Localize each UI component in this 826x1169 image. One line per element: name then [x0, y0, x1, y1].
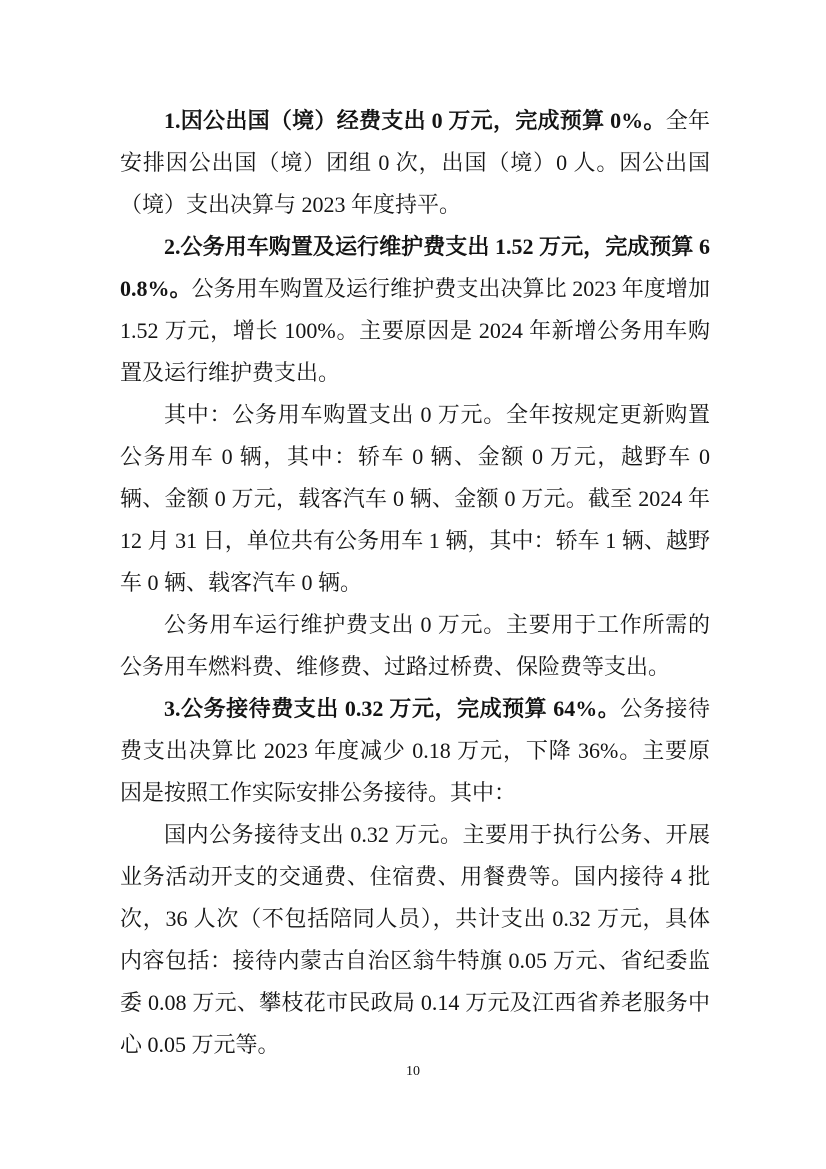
paragraph-bold-lead: 3.公务接待费支出 0.32 万元，完成预算 64%。	[164, 696, 621, 721]
paragraph-text: 全年安排因公出国（境）团组 0 次，出国（境）0 人。因公出国（境）支出决算与 2023 年度持平。	[120, 108, 710, 217]
paragraph-bold-lead: 1.因公出国（境）经费支出 0 万元，完成预算 0%。	[164, 108, 666, 133]
paragraph-domestic-reception-detail	[120, 814, 710, 1066]
paragraph-vehicle-purchase-detail	[120, 394, 710, 604]
document-body	[120, 100, 710, 1066]
paragraph-text: 公务用车运行维护费支出 0 万元。主要用于工作所需的公务用车燃料费、维修费、过路过桥费、保险费等支出。	[120, 612, 710, 679]
paragraph-reception-expense	[120, 688, 710, 814]
paragraph-text: 公务用车购置及运行维护费支出决算比 2023 年度增加 1.52 万元，增长 100%。主要原因是 2024 年新增公务用车购置及运行维护费支出。	[120, 276, 710, 385]
paragraph-vehicle-expense	[120, 226, 710, 394]
paragraph-vehicle-maintenance-detail	[120, 604, 710, 688]
page-number: 10	[406, 1064, 420, 1079]
paragraph-text: 公务接待费支出决算比 2023 年度减少 0.18 万元，下降 36%。主要原因是按照工作实际安排公务接待。其中：	[120, 696, 710, 805]
paragraph-text: 国内公务接待支出 0.32 万元。主要用于执行公务、开展业务活动开支的交通费、住宿费、用餐费等。国内接待 4 批次，36 人次（不包括陪同人员），共计支出 0.32 万元，具体内容包括：接待内蒙古自治区翁牛特旗 0.05 万元、省纪委监委 0.08 万元、攀枝花市民政局 0.14 万元及江西省养老服务中心 0.05 万元等。	[120, 822, 710, 1057]
paragraph-outbound-travel-expense	[120, 100, 710, 226]
paragraph-text: 其中：公务用车购置支出 0 万元。全年按规定更新购置公务用车 0 辆，其中：轿车 0 辆、金额 0 万元，越野车 0 辆、金额 0 万元，载客汽车 0 辆、金额 0 万元。截至 2024 年 12 月 31 日，单位共有公务用车 1 辆，其中：轿车 1 辆、越野车 0 辆、载客汽车 0 辆。	[120, 402, 710, 595]
paragraph-bold-lead: 2.公务用车购置及运行维护费支出 1.52 万元，完成预算 60.8%。	[120, 234, 710, 301]
